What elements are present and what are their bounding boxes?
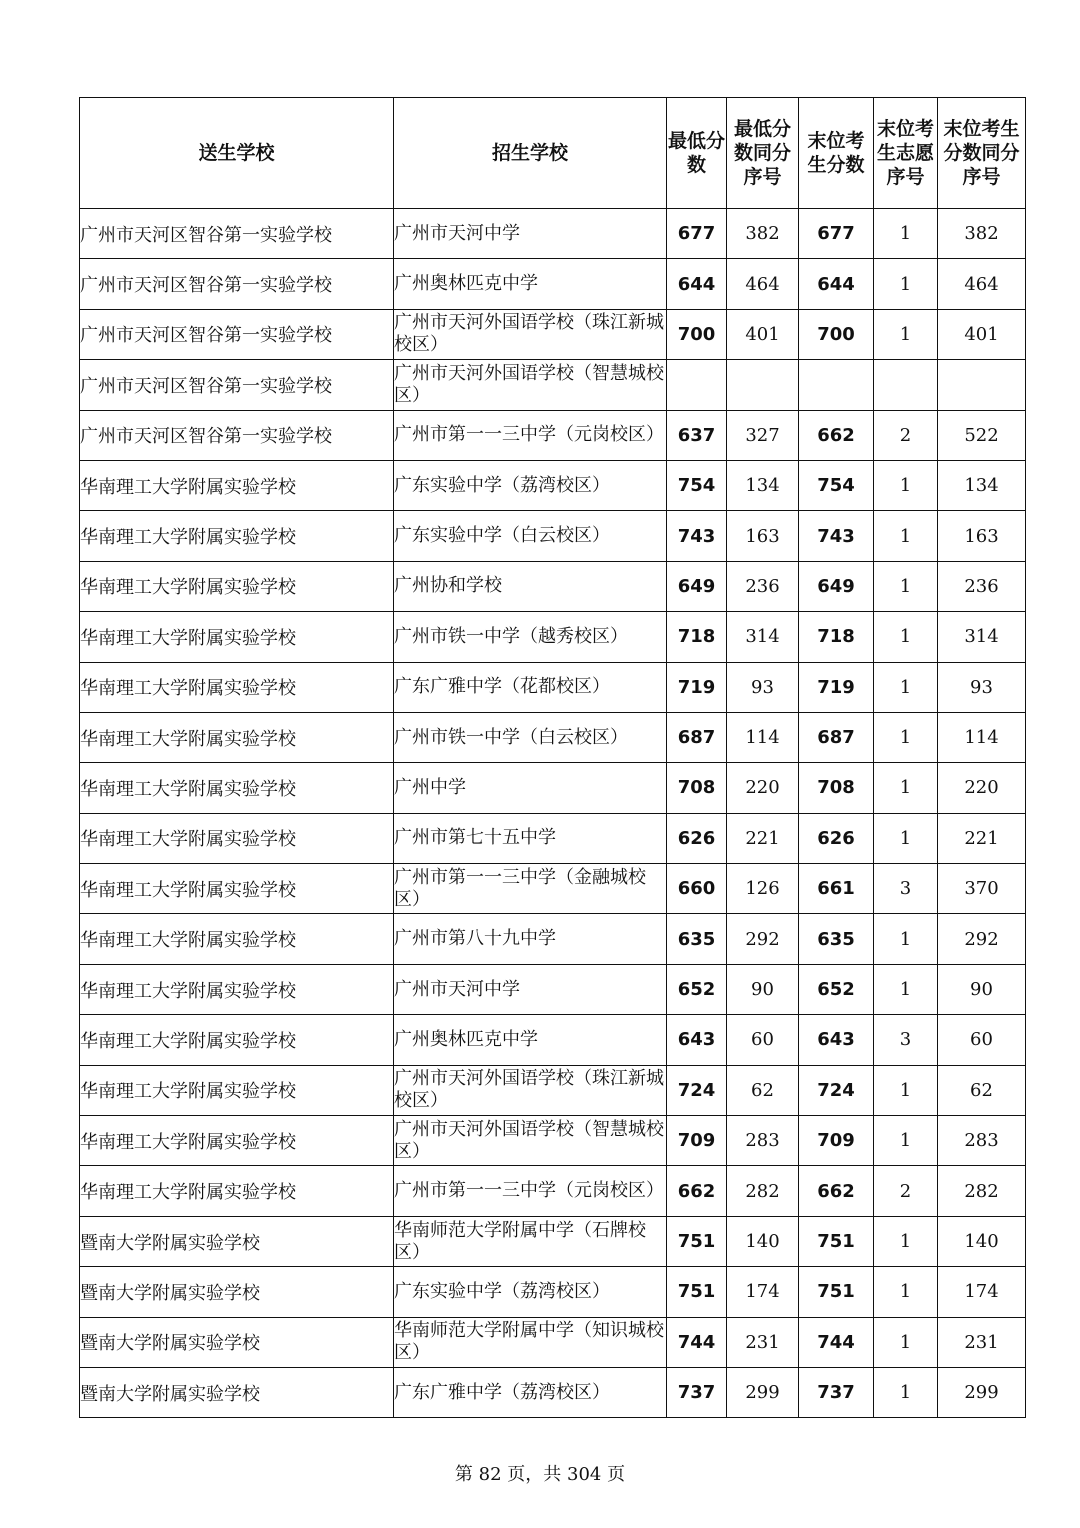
min-score-cell: 626 — [667, 813, 727, 863]
send-school-cell: 华南理工大学附属实验学校 — [80, 511, 394, 561]
table-row — [80, 1166, 1026, 1216]
min-rank-cell: 221 — [727, 813, 799, 863]
min-rank-cell: 93 — [727, 662, 799, 712]
send-school-cell: 华南理工大学附属实验学校 — [80, 662, 394, 712]
last-pref-cell: 1 — [874, 763, 938, 813]
last-pref-cell: 1 — [874, 813, 938, 863]
last-rank-cell: 464 — [938, 259, 1026, 309]
last-score-cell: 754 — [799, 460, 874, 510]
admit-school-cell: 广州市第七十五中学 — [394, 813, 667, 863]
last-score-cell: 719 — [799, 662, 874, 712]
admit-school-cell: 广州市第八十九中学 — [394, 914, 667, 964]
send-school-cell: 华南理工大学附属实验学校 — [80, 561, 394, 611]
last-rank-cell: 299 — [938, 1367, 1026, 1417]
min-rank-cell: 90 — [727, 964, 799, 1014]
page-number-footer: 第 82 页，共 304 页 — [454, 1464, 626, 1485]
table-row — [80, 763, 1026, 813]
min-score-cell: 652 — [667, 964, 727, 1014]
send-school-cell: 华南理工大学附属实验学校 — [80, 1015, 394, 1065]
send-school-cell: 华南理工大学附属实验学校 — [80, 864, 394, 914]
last-rank-cell: 62 — [938, 1065, 1026, 1115]
table-row — [80, 864, 1026, 914]
last-pref-cell: 1 — [874, 1367, 938, 1417]
last-pref-cell: 2 — [874, 410, 938, 460]
last-pref-cell: 1 — [874, 964, 938, 1014]
table-row — [80, 410, 1026, 460]
min-score-cell — [667, 360, 727, 410]
last-score-cell: 751 — [799, 1216, 874, 1266]
last-score-cell: 652 — [799, 964, 874, 1014]
table-row — [80, 360, 1026, 410]
last-rank-cell: 283 — [938, 1116, 1026, 1166]
min-rank-cell: 114 — [727, 712, 799, 762]
last-rank-cell: 134 — [938, 460, 1026, 510]
admit-school-cell: 华南师范大学附属中学（石牌校区） — [394, 1216, 667, 1266]
last-score-cell: 737 — [799, 1367, 874, 1417]
last-rank-cell: 370 — [938, 864, 1026, 914]
admit-school-cell: 广州市天河外国语学校（智慧城校区） — [394, 1116, 667, 1166]
min-score-cell: 709 — [667, 1116, 727, 1166]
last-rank-cell: 292 — [938, 914, 1026, 964]
last-pref-cell: 1 — [874, 1267, 938, 1317]
last-pref-cell: 1 — [874, 612, 938, 662]
admit-school-cell: 广州市天河外国语学校（智慧城校区） — [394, 360, 667, 410]
header-send-school: 送生学校 — [80, 98, 394, 209]
admit-school-cell: 广东广雅中学（花都校区） — [394, 662, 667, 712]
last-score-cell: 643 — [799, 1015, 874, 1065]
last-rank-cell: 60 — [938, 1015, 1026, 1065]
last-score-cell: 626 — [799, 813, 874, 863]
min-rank-cell: 231 — [727, 1317, 799, 1367]
last-score-cell: 700 — [799, 309, 874, 359]
last-pref-cell: 1 — [874, 209, 938, 259]
table-row — [80, 259, 1026, 309]
last-score-cell: 649 — [799, 561, 874, 611]
table-row — [80, 662, 1026, 712]
last-rank-cell: 282 — [938, 1166, 1026, 1216]
last-score-cell: 661 — [799, 864, 874, 914]
admit-school-cell: 广州市天河外国语学校（珠江新城校区） — [394, 309, 667, 359]
admit-school-cell: 广州市铁一中学（越秀校区） — [394, 612, 667, 662]
table-row — [80, 511, 1026, 561]
admit-school-cell: 广州奥林匹克中学 — [394, 259, 667, 309]
send-school-cell: 华南理工大学附属实验学校 — [80, 712, 394, 762]
min-rank-cell: 464 — [727, 259, 799, 309]
last-score-cell: 644 — [799, 259, 874, 309]
send-school-cell: 华南理工大学附属实验学校 — [80, 914, 394, 964]
last-score-cell: 709 — [799, 1116, 874, 1166]
last-pref-cell — [874, 360, 938, 410]
send-school-cell: 广州市天河区智谷第一实验学校 — [80, 209, 394, 259]
min-score-cell: 635 — [667, 914, 727, 964]
send-school-cell: 暨南大学附属实验学校 — [80, 1317, 394, 1367]
send-school-cell: 暨南大学附属实验学校 — [80, 1367, 394, 1417]
min-rank-cell — [727, 360, 799, 410]
last-score-cell: 662 — [799, 410, 874, 460]
table-row — [80, 914, 1026, 964]
table-row — [80, 1015, 1026, 1065]
last-score-cell: 687 — [799, 712, 874, 762]
min-score-cell: 649 — [667, 561, 727, 611]
last-pref-cell: 1 — [874, 914, 938, 964]
send-school-cell: 华南理工大学附属实验学校 — [80, 763, 394, 813]
header-min-rank: 最低分数同分序号 — [727, 98, 799, 209]
admit-school-cell: 广州市第一一三中学（金融城校区） — [394, 864, 667, 914]
last-pref-cell: 3 — [874, 864, 938, 914]
min-rank-cell: 283 — [727, 1116, 799, 1166]
send-school-cell: 广州市天河区智谷第一实验学校 — [80, 309, 394, 359]
min-score-cell: 724 — [667, 1065, 727, 1115]
min-rank-cell: 174 — [727, 1267, 799, 1317]
min-score-cell: 751 — [667, 1267, 727, 1317]
table-row — [80, 309, 1026, 359]
min-rank-cell: 62 — [727, 1065, 799, 1115]
admit-school-cell: 广州市天河外国语学校（珠江新城校区） — [394, 1065, 667, 1115]
min-score-cell: 743 — [667, 511, 727, 561]
last-pref-cell: 1 — [874, 511, 938, 561]
send-school-cell: 广州市天河区智谷第一实验学校 — [80, 259, 394, 309]
header-last-score: 末位考生分数 — [799, 98, 874, 209]
last-rank-cell: 382 — [938, 209, 1026, 259]
min-score-cell: 754 — [667, 460, 727, 510]
header-last-pref: 末位考生志愿序号 — [874, 98, 938, 209]
send-school-cell: 广州市天河区智谷第一实验学校 — [80, 410, 394, 460]
min-score-cell: 700 — [667, 309, 727, 359]
last-pref-cell: 1 — [874, 1216, 938, 1266]
send-school-cell: 华南理工大学附属实验学校 — [80, 1065, 394, 1115]
last-score-cell: 743 — [799, 511, 874, 561]
admit-school-cell: 广州中学 — [394, 763, 667, 813]
min-score-cell: 687 — [667, 712, 727, 762]
table-row — [80, 813, 1026, 863]
last-pref-cell: 1 — [874, 259, 938, 309]
last-rank-cell: 163 — [938, 511, 1026, 561]
last-rank-cell: 90 — [938, 964, 1026, 1014]
min-rank-cell: 382 — [727, 209, 799, 259]
last-pref-cell: 1 — [874, 662, 938, 712]
min-rank-cell: 292 — [727, 914, 799, 964]
send-school-cell: 华南理工大学附属实验学校 — [80, 1116, 394, 1166]
min-rank-cell: 140 — [727, 1216, 799, 1266]
last-score-cell: 708 — [799, 763, 874, 813]
table-row — [80, 561, 1026, 611]
min-score-cell: 637 — [667, 410, 727, 460]
admit-school-cell: 广州市天河中学 — [394, 964, 667, 1014]
last-rank-cell — [938, 360, 1026, 410]
min-rank-cell: 282 — [727, 1166, 799, 1216]
admit-school-cell: 广东实验中学（荔湾校区） — [394, 460, 667, 510]
last-rank-cell: 401 — [938, 309, 1026, 359]
send-school-cell: 华南理工大学附属实验学校 — [80, 460, 394, 510]
header-last-rank: 末位考生分数同分序号 — [938, 98, 1026, 209]
send-school-cell: 华南理工大学附属实验学校 — [80, 612, 394, 662]
min-rank-cell: 401 — [727, 309, 799, 359]
header-min-score: 最低分数 — [667, 98, 727, 209]
admit-school-cell: 广州奥林匹克中学 — [394, 1015, 667, 1065]
last-rank-cell: 231 — [938, 1317, 1026, 1367]
min-score-cell: 643 — [667, 1015, 727, 1065]
table-row — [80, 1216, 1026, 1266]
last-pref-cell: 1 — [874, 1065, 938, 1115]
min-score-cell: 737 — [667, 1367, 727, 1417]
admit-school-cell: 广州市第一一三中学（元岗校区） — [394, 410, 667, 460]
admission-score-table — [79, 97, 1026, 1418]
admit-school-cell: 广州市第一一三中学（元岗校区） — [394, 1166, 667, 1216]
last-score-cell — [799, 360, 874, 410]
min-score-cell: 751 — [667, 1216, 727, 1266]
min-score-cell: 719 — [667, 662, 727, 712]
last-pref-cell: 2 — [874, 1166, 938, 1216]
table-row — [80, 612, 1026, 662]
table-row — [80, 1317, 1026, 1367]
min-rank-cell: 299 — [727, 1367, 799, 1417]
table-header — [80, 98, 1026, 209]
admit-school-cell: 广东实验中学（荔湾校区） — [394, 1267, 667, 1317]
last-pref-cell: 1 — [874, 309, 938, 359]
min-rank-cell: 126 — [727, 864, 799, 914]
min-rank-cell: 327 — [727, 410, 799, 460]
min-score-cell: 660 — [667, 864, 727, 914]
send-school-cell: 广州市天河区智谷第一实验学校 — [80, 360, 394, 410]
send-school-cell: 暨南大学附属实验学校 — [80, 1216, 394, 1266]
last-score-cell: 677 — [799, 209, 874, 259]
table-row — [80, 712, 1026, 762]
send-school-cell: 华南理工大学附属实验学校 — [80, 964, 394, 1014]
last-rank-cell: 140 — [938, 1216, 1026, 1266]
table-body — [80, 209, 1026, 1418]
admit-school-cell: 广州协和学校 — [394, 561, 667, 611]
min-rank-cell: 134 — [727, 460, 799, 510]
last-pref-cell: 1 — [874, 712, 938, 762]
send-school-cell: 华南理工大学附属实验学校 — [80, 813, 394, 863]
last-pref-cell: 3 — [874, 1015, 938, 1065]
table-row — [80, 1267, 1026, 1317]
admit-school-cell: 广东广雅中学（荔湾校区） — [394, 1367, 667, 1417]
last-rank-cell: 221 — [938, 813, 1026, 863]
min-score-cell: 744 — [667, 1317, 727, 1367]
send-school-cell: 华南理工大学附属实验学校 — [80, 1166, 394, 1216]
last-rank-cell: 114 — [938, 712, 1026, 762]
last-rank-cell: 522 — [938, 410, 1026, 460]
table-row — [80, 209, 1026, 259]
last-rank-cell: 93 — [938, 662, 1026, 712]
last-score-cell: 744 — [799, 1317, 874, 1367]
min-rank-cell: 60 — [727, 1015, 799, 1065]
min-score-cell: 708 — [667, 763, 727, 813]
admit-school-cell: 广东实验中学（白云校区） — [394, 511, 667, 561]
min-score-cell: 718 — [667, 612, 727, 662]
last-score-cell: 718 — [799, 612, 874, 662]
send-school-cell: 暨南大学附属实验学校 — [80, 1267, 394, 1317]
last-rank-cell: 236 — [938, 561, 1026, 611]
last-rank-cell: 174 — [938, 1267, 1026, 1317]
min-rank-cell: 314 — [727, 612, 799, 662]
table-row — [80, 1367, 1026, 1417]
last-pref-cell: 1 — [874, 1116, 938, 1166]
last-pref-cell: 1 — [874, 460, 938, 510]
last-rank-cell: 220 — [938, 763, 1026, 813]
table-row — [80, 1116, 1026, 1166]
header-row — [80, 98, 1026, 209]
table-row — [80, 1065, 1026, 1115]
min-score-cell: 644 — [667, 259, 727, 309]
last-score-cell: 724 — [799, 1065, 874, 1115]
admit-school-cell: 广州市天河中学 — [394, 209, 667, 259]
min-score-cell: 662 — [667, 1166, 727, 1216]
last-pref-cell: 1 — [874, 561, 938, 611]
last-pref-cell: 1 — [874, 1317, 938, 1367]
last-score-cell: 751 — [799, 1267, 874, 1317]
min-rank-cell: 163 — [727, 511, 799, 561]
table-row — [80, 964, 1026, 1014]
admit-school-cell: 华南师范大学附属中学（知识城校区） — [394, 1317, 667, 1367]
min-score-cell: 677 — [667, 209, 727, 259]
last-score-cell: 635 — [799, 914, 874, 964]
last-rank-cell: 314 — [938, 612, 1026, 662]
min-rank-cell: 236 — [727, 561, 799, 611]
min-rank-cell: 220 — [727, 763, 799, 813]
table-row — [80, 460, 1026, 510]
last-score-cell: 662 — [799, 1166, 874, 1216]
admit-school-cell: 广州市铁一中学（白云校区） — [394, 712, 667, 762]
header-admit-school: 招生学校 — [394, 98, 667, 209]
